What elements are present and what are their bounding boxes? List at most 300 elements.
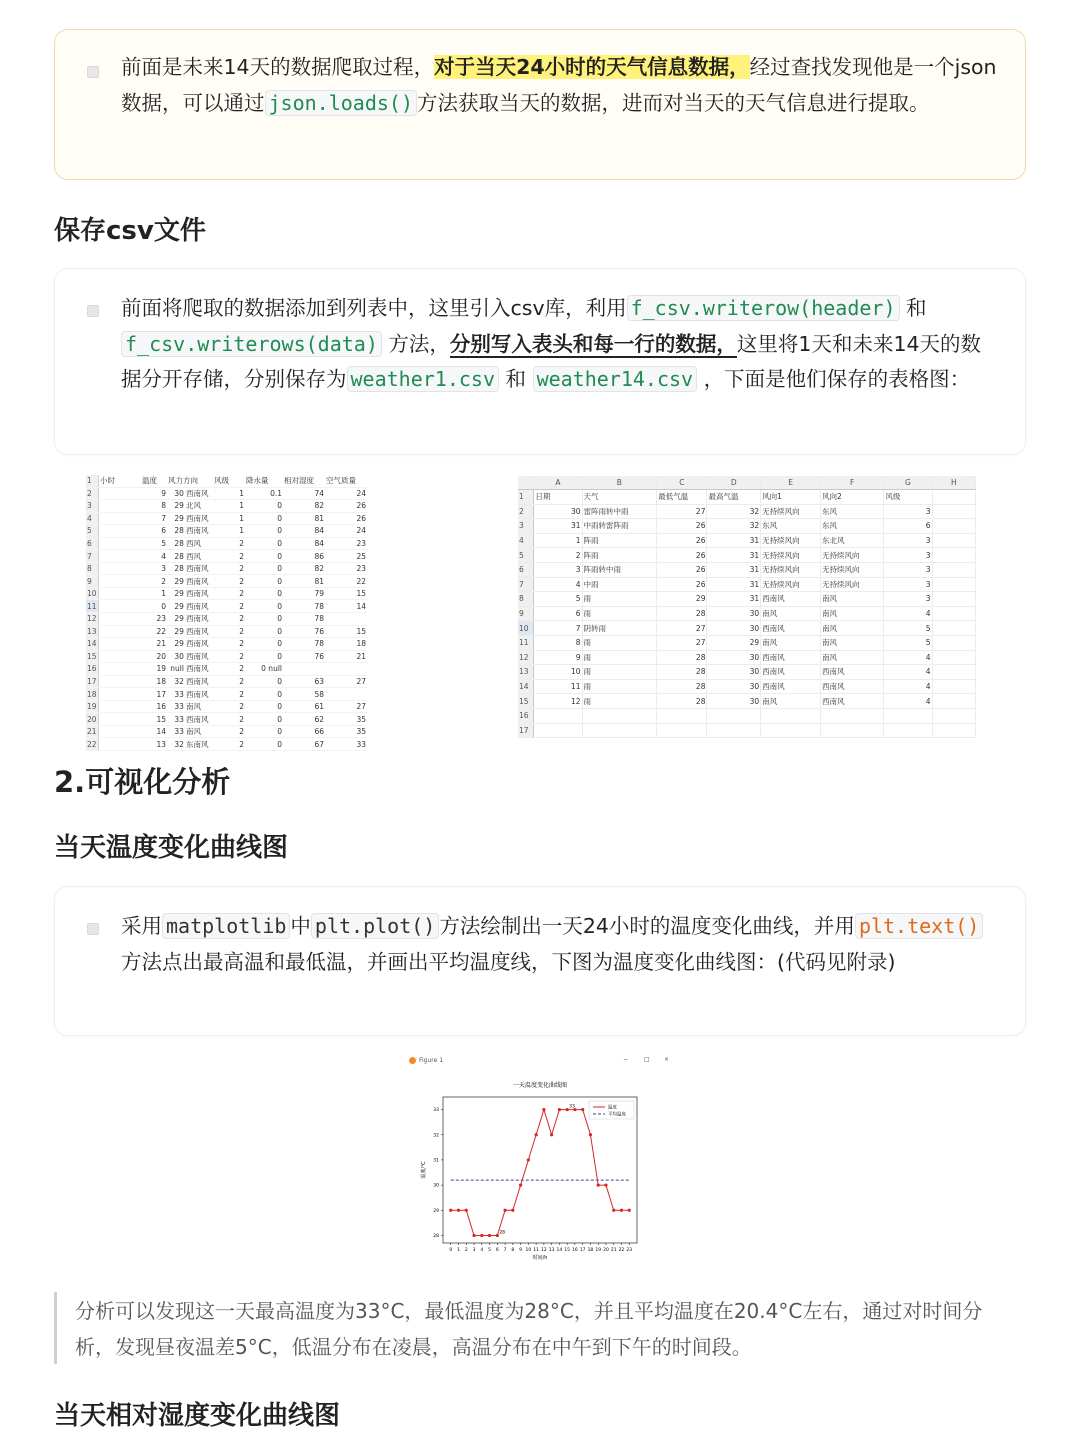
table-cell[interactable] bbox=[99, 600, 142, 613]
table-cell[interactable]: 西南风 bbox=[185, 512, 213, 525]
table-cell[interactable]: 29 bbox=[657, 592, 707, 607]
row-number[interactable]: 3 bbox=[518, 519, 534, 534]
row-number[interactable]: 9 bbox=[86, 575, 99, 588]
table-cell[interactable] bbox=[761, 708, 821, 723]
column-header[interactable]: 风级 bbox=[213, 475, 245, 487]
table-cell[interactable] bbox=[707, 723, 761, 738]
table-cell[interactable]: 29 bbox=[707, 635, 761, 650]
table-cell[interactable] bbox=[761, 723, 821, 738]
table-cell[interactable]: 33 bbox=[325, 738, 367, 751]
table-cell[interactable]: 0 bbox=[245, 688, 283, 701]
table-cell[interactable] bbox=[932, 592, 975, 607]
table-cell[interactable]: 86 bbox=[283, 550, 325, 563]
table-cell[interactable]: 南风 bbox=[761, 635, 821, 650]
table-cell[interactable]: 33 bbox=[167, 725, 185, 738]
table-cell[interactable]: 2 bbox=[213, 550, 245, 563]
table-cell[interactable]: 南风 bbox=[821, 606, 884, 621]
row-number[interactable]: 22 bbox=[87, 739, 97, 749]
table-cell[interactable]: 无持续风向 bbox=[821, 548, 884, 563]
table-cell[interactable]: 29 bbox=[167, 575, 185, 588]
table-cell[interactable]: 8 bbox=[141, 500, 167, 513]
table-cell[interactable] bbox=[932, 577, 975, 592]
table-cell[interactable]: 63 bbox=[283, 675, 325, 688]
column-header[interactable]: 风力方向 bbox=[167, 475, 213, 487]
table-cell[interactable]: 4 bbox=[884, 665, 932, 680]
table-cell[interactable]: 西风 bbox=[185, 550, 213, 563]
row-number[interactable]: 1 bbox=[86, 475, 99, 487]
table-cell[interactable]: 西南风 bbox=[821, 679, 884, 694]
table-cell[interactable] bbox=[932, 533, 975, 548]
table-cell[interactable]: 无持续风向 bbox=[821, 562, 884, 577]
table-cell[interactable]: 西南风 bbox=[185, 600, 213, 613]
table-cell[interactable]: 32 bbox=[167, 738, 185, 751]
table-cell[interactable]: 33 bbox=[167, 688, 185, 701]
table-cell[interactable] bbox=[99, 487, 142, 500]
column-header[interactable]: 相对湿度 bbox=[283, 475, 325, 487]
table-cell[interactable]: 28 bbox=[657, 606, 707, 621]
table-cell[interactable] bbox=[283, 663, 325, 676]
table-cell[interactable]: 2 bbox=[213, 700, 245, 713]
column-header[interactable]: 温度 bbox=[141, 475, 167, 487]
row-number[interactable]: 15 bbox=[518, 694, 534, 709]
table-cell[interactable]: 31 bbox=[707, 562, 761, 577]
table-cell[interactable]: 6 bbox=[534, 606, 582, 621]
table-cell[interactable]: 18 bbox=[141, 675, 167, 688]
table-cell[interactable]: 29 bbox=[167, 600, 185, 613]
row-number[interactable]: 4 bbox=[518, 533, 534, 548]
table-cell[interactable]: 15 bbox=[325, 587, 367, 600]
table-cell[interactable]: 西南风 bbox=[761, 592, 821, 607]
table-cell[interactable]: 西南风 bbox=[761, 679, 821, 694]
table-cell[interactable]: 1 bbox=[213, 512, 245, 525]
table-cell[interactable]: 19 bbox=[141, 663, 167, 676]
table-cell[interactable] bbox=[99, 500, 142, 513]
table-cell[interactable]: 西风 bbox=[185, 537, 213, 550]
table-cell[interactable]: 24 bbox=[325, 525, 367, 538]
table-cell[interactable]: 28 bbox=[167, 537, 185, 550]
row-number[interactable]: 8 bbox=[86, 562, 99, 575]
table-cell[interactable]: 28 bbox=[657, 694, 707, 709]
table-cell[interactable]: 0 bbox=[245, 525, 283, 538]
table-cell[interactable]: 30 bbox=[707, 606, 761, 621]
table-cell[interactable]: 66 bbox=[283, 725, 325, 738]
table-cell[interactable]: 26 bbox=[657, 548, 707, 563]
table-cell[interactable]: 西南风 bbox=[185, 650, 213, 663]
table-cell[interactable]: 2 bbox=[534, 548, 582, 563]
table-cell[interactable]: 61 bbox=[283, 700, 325, 713]
table-cell[interactable]: 无持续风向 bbox=[761, 548, 821, 563]
table-cell[interactable] bbox=[534, 708, 582, 723]
table-cell[interactable]: 西南风 bbox=[185, 688, 213, 701]
table-cell[interactable] bbox=[884, 708, 932, 723]
table-cell[interactable]: 无持续风向 bbox=[761, 577, 821, 592]
table-cell[interactable] bbox=[932, 679, 975, 694]
table-cell[interactable]: 2 bbox=[213, 650, 245, 663]
table-cell[interactable]: 62 bbox=[283, 713, 325, 726]
table-cell[interactable]: 33 bbox=[167, 700, 185, 713]
table-cell[interactable]: 30 bbox=[167, 650, 185, 663]
table-cell[interactable]: 西南风 bbox=[821, 665, 884, 680]
table-cell[interactable]: 35 bbox=[325, 713, 367, 726]
table-cell[interactable]: 南风 bbox=[761, 606, 821, 621]
table-cell[interactable]: 0 bbox=[245, 537, 283, 550]
table-cell[interactable]: 阵雨转中雨 bbox=[582, 562, 657, 577]
row-number[interactable]: 6 bbox=[86, 537, 99, 550]
table-cell[interactable]: 西南风 bbox=[185, 587, 213, 600]
table-cell[interactable]: 15 bbox=[325, 625, 367, 638]
row-number[interactable]: 10 bbox=[518, 621, 534, 636]
table-cell[interactable] bbox=[99, 550, 142, 563]
row-number[interactable]: 17 bbox=[518, 723, 534, 738]
table-cell[interactable]: 2 bbox=[213, 675, 245, 688]
table-cell[interactable]: 26 bbox=[657, 533, 707, 548]
table-cell[interactable] bbox=[534, 723, 582, 738]
table-cell[interactable] bbox=[932, 562, 975, 577]
table-cell[interactable] bbox=[99, 575, 142, 588]
table-cell[interactable]: 29 bbox=[167, 638, 185, 651]
column-header[interactable]: 日期 bbox=[534, 490, 582, 505]
table-cell[interactable]: 阴转雨 bbox=[582, 621, 657, 636]
table-cell[interactable] bbox=[932, 504, 975, 519]
table-cell[interactable]: 29 bbox=[167, 512, 185, 525]
table-cell[interactable]: 25 bbox=[325, 550, 367, 563]
row-number[interactable]: 9 bbox=[518, 606, 534, 621]
table-cell[interactable]: 21 bbox=[141, 638, 167, 651]
row-number[interactable]: 7 bbox=[518, 577, 534, 592]
table-cell[interactable]: 5 bbox=[141, 537, 167, 550]
table-cell[interactable]: 23 bbox=[325, 537, 367, 550]
column-letter[interactable]: C bbox=[657, 476, 707, 490]
table-cell[interactable]: 0 bbox=[245, 625, 283, 638]
maximize-icon[interactable]: □ bbox=[644, 1056, 650, 1063]
table-cell[interactable]: 西南风 bbox=[185, 562, 213, 575]
table-cell[interactable]: 67 bbox=[283, 738, 325, 751]
table-cell[interactable]: 南风 bbox=[185, 700, 213, 713]
table-cell[interactable] bbox=[582, 723, 657, 738]
row-number[interactable]: 13 bbox=[518, 665, 534, 680]
table-cell[interactable]: 10 bbox=[534, 665, 582, 680]
table-cell[interactable]: 西南风 bbox=[185, 487, 213, 500]
table-cell[interactable]: 雨 bbox=[582, 665, 657, 680]
table-cell[interactable]: 阵雨 bbox=[582, 533, 657, 548]
column-header[interactable]: 风级 bbox=[884, 490, 932, 505]
table-cell[interactable]: 15 bbox=[141, 713, 167, 726]
table-cell[interactable]: 28 bbox=[657, 650, 707, 665]
row-number[interactable]: 13 bbox=[87, 626, 97, 636]
table-cell[interactable]: 58 bbox=[283, 688, 325, 701]
table-cell[interactable]: 西南风 bbox=[185, 675, 213, 688]
table-cell[interactable]: 南风 bbox=[821, 635, 884, 650]
table-cell[interactable] bbox=[932, 665, 975, 680]
table-cell[interactable] bbox=[932, 694, 975, 709]
table-cell[interactable]: 西南风 bbox=[185, 638, 213, 651]
table-cell[interactable]: 3 bbox=[141, 562, 167, 575]
column-header[interactable]: 风向2 bbox=[821, 490, 884, 505]
table-cell[interactable]: 4 bbox=[534, 577, 582, 592]
table-cell[interactable]: 9 bbox=[141, 487, 167, 500]
table-cell[interactable] bbox=[325, 688, 367, 701]
table-cell[interactable]: 0 bbox=[245, 575, 283, 588]
row-number[interactable]: 15 bbox=[87, 651, 97, 661]
table-cell[interactable]: 3 bbox=[884, 562, 932, 577]
table-cell[interactable]: 南风 bbox=[821, 592, 884, 607]
table-cell[interactable]: 5 bbox=[534, 592, 582, 607]
table-cell[interactable]: 西南风 bbox=[185, 575, 213, 588]
table-cell[interactable]: 5 bbox=[884, 635, 932, 650]
table-cell[interactable] bbox=[657, 723, 707, 738]
row-number[interactable]: 3 bbox=[86, 500, 99, 513]
table-cell[interactable]: 0 bbox=[245, 700, 283, 713]
table-cell[interactable]: 27 bbox=[325, 700, 367, 713]
table-cell[interactable]: 27 bbox=[657, 621, 707, 636]
table-cell[interactable]: 南风 bbox=[821, 650, 884, 665]
minimize-icon[interactable]: − bbox=[623, 1056, 629, 1063]
table-cell[interactable]: 雨 bbox=[582, 592, 657, 607]
row-number[interactable]: 21 bbox=[87, 727, 97, 737]
table-cell[interactable]: 西南风 bbox=[185, 663, 213, 676]
table-cell[interactable]: 76 bbox=[283, 625, 325, 638]
table-cell[interactable]: 78 bbox=[283, 600, 325, 613]
table-cell[interactable]: 26 bbox=[325, 512, 367, 525]
table-cell[interactable]: 南风 bbox=[185, 725, 213, 738]
table-cell[interactable]: 西南风 bbox=[185, 613, 213, 626]
table-cell[interactable]: 23 bbox=[141, 613, 167, 626]
table-cell[interactable] bbox=[99, 638, 142, 651]
row-number[interactable]: 14 bbox=[87, 639, 97, 649]
table-cell[interactable]: 2 bbox=[213, 587, 245, 600]
table-cell[interactable]: 31 bbox=[707, 533, 761, 548]
table-cell[interactable]: 28 bbox=[167, 562, 185, 575]
table-cell[interactable]: 无持续风向 bbox=[761, 562, 821, 577]
table-cell[interactable]: 31 bbox=[534, 519, 582, 534]
table-cell[interactable]: 东南风 bbox=[185, 738, 213, 751]
table-cell[interactable]: 0 bbox=[245, 725, 283, 738]
table-cell[interactable]: 76 bbox=[283, 650, 325, 663]
row-number[interactable]: 5 bbox=[86, 525, 99, 538]
table-cell[interactable] bbox=[932, 723, 975, 738]
row-number[interactable]: 10 bbox=[87, 589, 97, 599]
table-cell[interactable]: 4 bbox=[884, 679, 932, 694]
table-cell[interactable]: 西南风 bbox=[185, 525, 213, 538]
table-cell[interactable] bbox=[99, 675, 142, 688]
table-cell[interactable]: 3 bbox=[534, 562, 582, 577]
column-letter[interactable]: H bbox=[932, 476, 975, 490]
table-cell[interactable]: 30 bbox=[707, 650, 761, 665]
row-number[interactable]: 2 bbox=[518, 504, 534, 519]
table-cell[interactable] bbox=[932, 548, 975, 563]
table-cell[interactable] bbox=[99, 713, 142, 726]
table-cell[interactable]: 中雨 bbox=[582, 577, 657, 592]
table-cell[interactable] bbox=[99, 738, 142, 751]
table-cell[interactable]: 东风 bbox=[821, 504, 884, 519]
table-cell[interactable]: 29 bbox=[167, 500, 185, 513]
table-cell[interactable]: 0 bbox=[245, 562, 283, 575]
row-number[interactable]: 16 bbox=[87, 664, 97, 674]
table-cell[interactable] bbox=[325, 663, 367, 676]
table-cell[interactable] bbox=[99, 650, 142, 663]
table-cell[interactable] bbox=[932, 708, 975, 723]
table-cell[interactable]: 13 bbox=[141, 738, 167, 751]
row-number[interactable]: 2 bbox=[86, 487, 99, 500]
table-cell[interactable]: 32 bbox=[167, 675, 185, 688]
table-cell[interactable]: 23 bbox=[325, 562, 367, 575]
table-cell[interactable]: 0 bbox=[245, 738, 283, 751]
table-cell[interactable]: 16 bbox=[141, 700, 167, 713]
row-number[interactable]: 20 bbox=[87, 714, 97, 724]
row-number[interactable]: 6 bbox=[518, 562, 534, 577]
table-cell[interactable]: 雨 bbox=[582, 650, 657, 665]
column-header[interactable]: 降水量 bbox=[245, 475, 283, 487]
table-cell[interactable]: 21 bbox=[325, 650, 367, 663]
table-cell[interactable]: 2 bbox=[213, 725, 245, 738]
table-cell[interactable]: 9 bbox=[534, 650, 582, 665]
table-cell[interactable]: 3 bbox=[884, 577, 932, 592]
column-letter[interactable]: F bbox=[821, 476, 884, 490]
table-cell[interactable]: 18 bbox=[325, 638, 367, 651]
table-cell[interactable]: 南风 bbox=[761, 694, 821, 709]
table-cell[interactable]: 29 bbox=[167, 625, 185, 638]
table-cell[interactable]: 6 bbox=[884, 519, 932, 534]
table-cell[interactable]: 1 bbox=[141, 587, 167, 600]
row-number[interactable]: 12 bbox=[518, 650, 534, 665]
row-number[interactable]: 18 bbox=[87, 689, 97, 699]
row-number[interactable]: 12 bbox=[87, 614, 97, 624]
table-cell[interactable]: 中雨转雷阵雨 bbox=[582, 519, 657, 534]
row-number[interactable]: 1 bbox=[518, 490, 534, 505]
table-cell[interactable]: 2 bbox=[213, 625, 245, 638]
table-cell[interactable]: 无持续风向 bbox=[761, 504, 821, 519]
table-cell[interactable]: 西南风 bbox=[185, 713, 213, 726]
table-cell[interactable] bbox=[582, 708, 657, 723]
column-letter[interactable]: D bbox=[707, 476, 761, 490]
table-cell[interactable]: 28 bbox=[167, 525, 185, 538]
table-cell[interactable]: 78 bbox=[283, 638, 325, 651]
table-cell[interactable]: 27 bbox=[657, 504, 707, 519]
table-cell[interactable]: 24 bbox=[325, 487, 367, 500]
table-cell[interactable]: 1 bbox=[213, 487, 245, 500]
table-cell[interactable]: 29 bbox=[167, 613, 185, 626]
table-cell[interactable]: 3 bbox=[884, 548, 932, 563]
table-cell[interactable]: 14 bbox=[141, 725, 167, 738]
table-cell[interactable]: 31 bbox=[707, 592, 761, 607]
table-cell[interactable]: 2 bbox=[213, 663, 245, 676]
table-cell[interactable]: 西南风 bbox=[821, 694, 884, 709]
table-cell[interactable] bbox=[932, 490, 975, 505]
table-cell[interactable]: 0 bbox=[245, 650, 283, 663]
table-cell[interactable] bbox=[932, 606, 975, 621]
table-cell[interactable]: 0 bbox=[245, 675, 283, 688]
table-cell[interactable]: 81 bbox=[283, 575, 325, 588]
table-cell[interactable]: 0 bbox=[245, 550, 283, 563]
table-cell[interactable]: 30 bbox=[707, 621, 761, 636]
row-number[interactable]: 19 bbox=[87, 702, 97, 712]
table-cell[interactable]: 0 bbox=[245, 587, 283, 600]
table-cell[interactable]: 28 bbox=[657, 665, 707, 680]
table-cell[interactable] bbox=[99, 537, 142, 550]
table-cell[interactable]: 81 bbox=[283, 512, 325, 525]
table-cell[interactable]: 1 bbox=[213, 500, 245, 513]
table-cell[interactable]: 30 bbox=[167, 487, 185, 500]
table-cell[interactable]: 4 bbox=[884, 650, 932, 665]
table-cell[interactable]: 31 bbox=[707, 577, 761, 592]
column-header[interactable]: 最低气温 bbox=[657, 490, 707, 505]
table-cell[interactable]: 6 bbox=[141, 525, 167, 538]
table-cell[interactable]: 32 bbox=[707, 519, 761, 534]
table-cell[interactable]: 82 bbox=[283, 562, 325, 575]
table-cell[interactable]: 26 bbox=[325, 500, 367, 513]
table-cell[interactable]: 7 bbox=[534, 621, 582, 636]
table-cell[interactable]: 0 bbox=[245, 512, 283, 525]
column-header[interactable]: 小时 bbox=[99, 475, 142, 487]
table-cell[interactable]: 0 bbox=[245, 638, 283, 651]
table-cell[interactable] bbox=[884, 723, 932, 738]
table-cell[interactable] bbox=[932, 650, 975, 665]
table-cell[interactable]: 79 bbox=[283, 587, 325, 600]
column-letter[interactable]: B bbox=[582, 476, 657, 490]
table-cell[interactable]: 27 bbox=[325, 675, 367, 688]
column-header[interactable]: 最高气温 bbox=[707, 490, 761, 505]
table-cell[interactable] bbox=[821, 708, 884, 723]
table-cell[interactable]: 35 bbox=[325, 725, 367, 738]
table-cell[interactable] bbox=[99, 562, 142, 575]
table-cell[interactable] bbox=[932, 621, 975, 636]
table-cell[interactable]: 阵雨 bbox=[582, 548, 657, 563]
table-cell[interactable]: 无持续风向 bbox=[821, 577, 884, 592]
table-cell[interactable] bbox=[821, 723, 884, 738]
row-number[interactable]: 5 bbox=[518, 548, 534, 563]
table-cell[interactable]: 雨 bbox=[582, 694, 657, 709]
column-letter[interactable]: G bbox=[884, 476, 932, 490]
table-cell[interactable]: 30 bbox=[707, 679, 761, 694]
table-cell[interactable]: 雨 bbox=[582, 606, 657, 621]
table-cell[interactable]: 无持续风向 bbox=[761, 533, 821, 548]
table-cell[interactable]: 74 bbox=[283, 487, 325, 500]
table-cell[interactable]: 29 bbox=[167, 587, 185, 600]
table-cell[interactable]: 2 bbox=[213, 575, 245, 588]
table-cell[interactable]: 12 bbox=[534, 694, 582, 709]
column-letter[interactable]: E bbox=[761, 476, 821, 490]
table-cell[interactable]: 2 bbox=[213, 713, 245, 726]
table-cell[interactable]: 3 bbox=[884, 592, 932, 607]
table-cell[interactable]: 31 bbox=[707, 548, 761, 563]
table-cell[interactable]: 22 bbox=[325, 575, 367, 588]
table-cell[interactable]: 西南风 bbox=[761, 621, 821, 636]
row-number[interactable]: 8 bbox=[518, 592, 534, 607]
table-cell[interactable]: 82 bbox=[283, 500, 325, 513]
table-cell[interactable]: 东风 bbox=[761, 519, 821, 534]
table-cell[interactable] bbox=[707, 708, 761, 723]
table-cell[interactable] bbox=[99, 512, 142, 525]
table-cell[interactable] bbox=[657, 708, 707, 723]
table-cell[interactable]: 东北风 bbox=[821, 533, 884, 548]
table-cell[interactable]: 0.1 bbox=[245, 487, 283, 500]
column-header[interactable]: 空气质量 bbox=[325, 475, 367, 487]
table-cell[interactable]: 14 bbox=[325, 600, 367, 613]
table-cell[interactable]: null bbox=[167, 663, 185, 676]
table-cell[interactable]: 雷阵雨转中雨 bbox=[582, 504, 657, 519]
table-cell[interactable]: 2 bbox=[213, 600, 245, 613]
table-cell[interactable]: 2 bbox=[213, 562, 245, 575]
table-cell[interactable]: 22 bbox=[141, 625, 167, 638]
table-cell[interactable]: 2 bbox=[213, 738, 245, 751]
table-cell[interactable]: 26 bbox=[657, 519, 707, 534]
table-cell[interactable]: 2 bbox=[141, 575, 167, 588]
row-number[interactable]: 16 bbox=[518, 708, 534, 723]
close-icon[interactable]: × bbox=[664, 1056, 670, 1063]
table-cell[interactable]: 33 bbox=[167, 713, 185, 726]
table-cell[interactable]: 东风 bbox=[821, 519, 884, 534]
table-cell[interactable]: 11 bbox=[534, 679, 582, 694]
